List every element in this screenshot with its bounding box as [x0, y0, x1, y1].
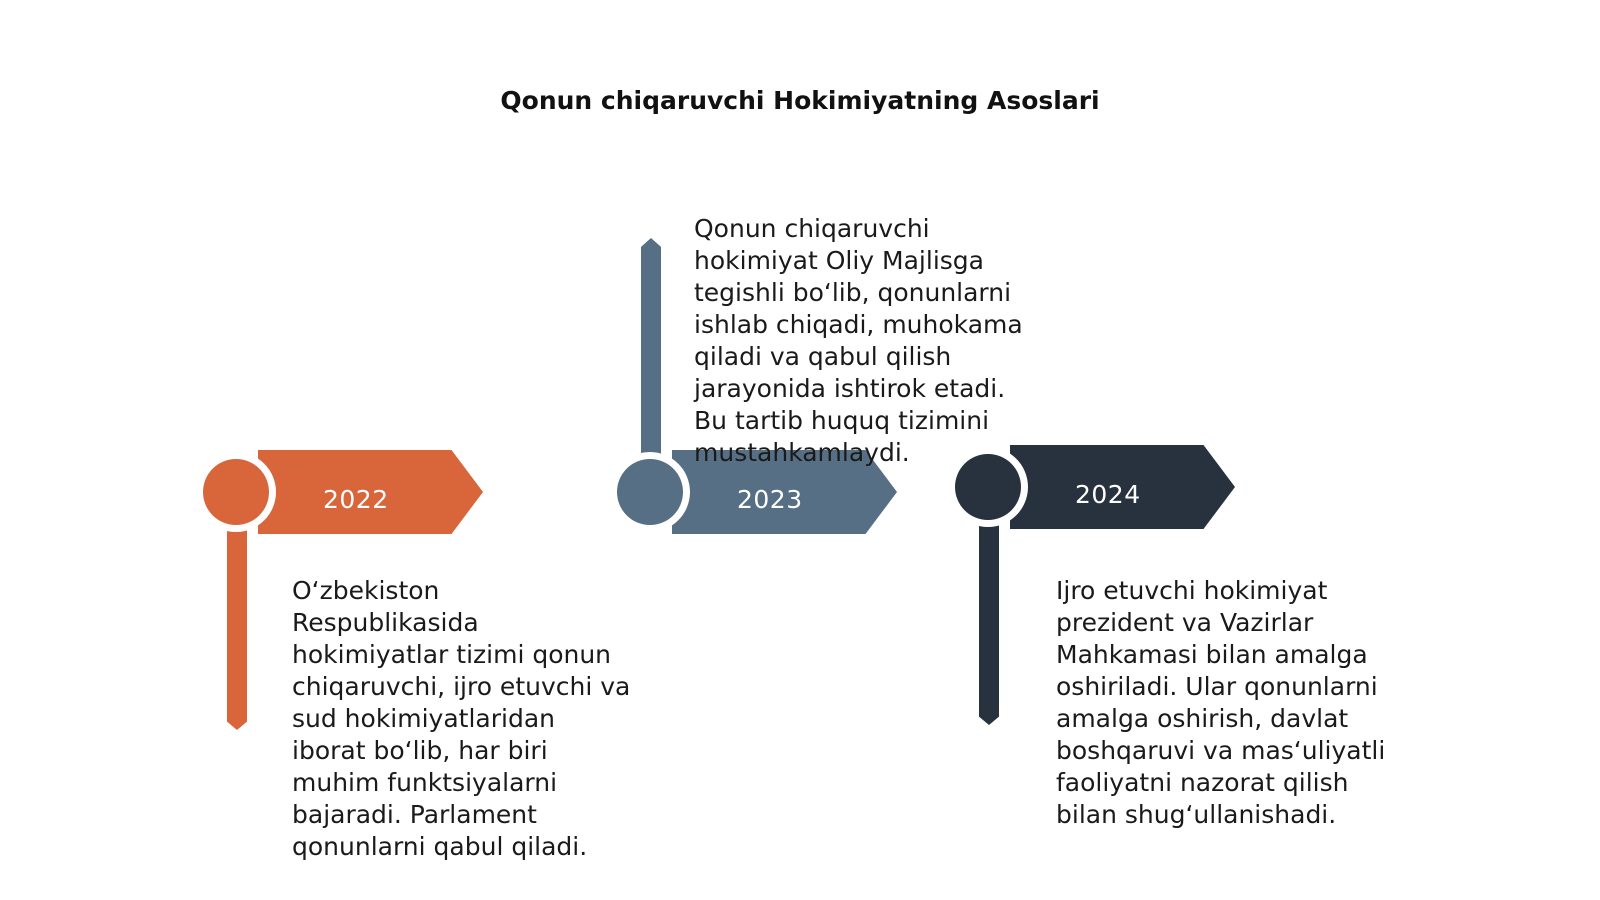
milestone-description: Ijro etuvchi hokimiyat prezident va Vazirlar Mahkamasi bilan amalga oshiriladi. Ular qonunlarni amalga oshirish, davlat boshqaruvi va mas‘uliyatli faoliyatni nazorat qilish bilan shug‘ullanishadi. [1056, 576, 1386, 829]
year-label: 2024 [1075, 480, 1141, 509]
milestone-description: Qonun chiqaruvchi hokimiyat Oliy Majlisga tegishli bo‘lib, qonunlarni ishlab chiqadi, muhokama qiladi va qabul qilish jarayonida ishtirok etadi. Bu tartib huquq tizimini mustahkamlaydi. [694, 214, 1023, 467]
milestone-description: O‘zbekiston Respublikasida hokimiyatlar tizimi qonun chiqaruvchi, ijro etuvchi va sud hokimiyatlaridan iborat bo‘lib, har biri muhim funktsiyalarni bajaradi. Parlament qonunlarni qabul qiladi. [292, 576, 631, 861]
milestone-stem [641, 238, 661, 460]
milestone-node [955, 454, 1021, 520]
milestone-node [203, 459, 269, 525]
diagram-title: Qonun chiqaruvchi Hokimiyatning Asoslari [500, 86, 1100, 115]
milestone-stem [979, 515, 999, 725]
year-label: 2022 [323, 485, 389, 514]
milestone-node [617, 459, 683, 525]
milestone-stem [227, 520, 247, 730]
year-label: 2023 [737, 485, 803, 514]
